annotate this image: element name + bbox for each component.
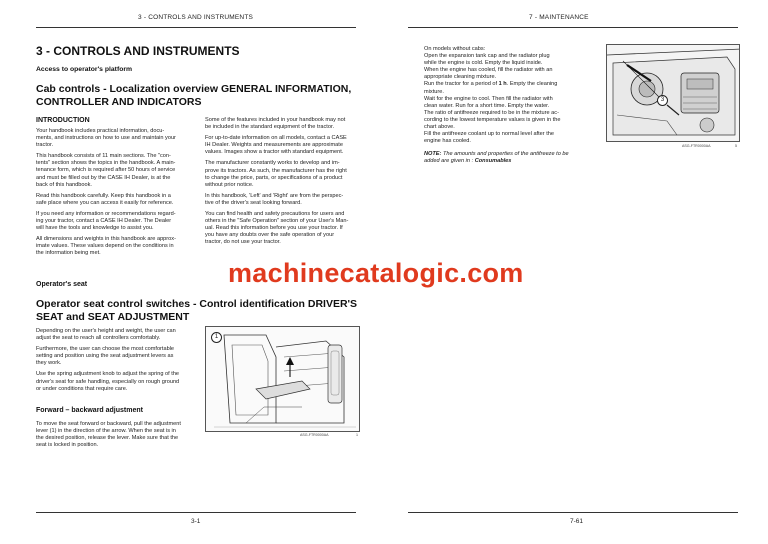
step-line: Open the expansion tank cap and the radiator plug bbox=[424, 53, 550, 60]
step-line: Run the tractor for a period of 1 h. Empty the cleaning bbox=[424, 81, 558, 88]
text-line: values. Images show a tractor with standard equipment. bbox=[205, 149, 344, 156]
text-line: Furthermore, the user can choose the most comfortable bbox=[36, 346, 175, 353]
text-line: To move the seat forward or backward, pull the adjustment bbox=[36, 421, 181, 427]
step-line: chart above. bbox=[424, 124, 455, 131]
left-page-number: 3-1 bbox=[191, 518, 201, 525]
forward-backward-heading: Forward – backward adjustment bbox=[36, 407, 143, 414]
text-line: You can find health and safety precautions for users and bbox=[205, 211, 345, 218]
operator-seat-heading: Operator's seat bbox=[36, 281, 88, 288]
text-line: ments, and instructions on how to use and maintain your bbox=[36, 135, 176, 142]
text-line: lever (1) in the direction of the arrow. When the seat is in bbox=[36, 428, 176, 435]
consumables-link[interactable]: Consumables bbox=[474, 158, 512, 165]
step-line: The ratio of antifreeze required to be in the mixture ac- bbox=[424, 109, 559, 116]
text-line: tenance form, which is required after 50 hours of service bbox=[36, 167, 176, 174]
text-line: ing your tractor, contact a CASE IH Dealer. The Dealer bbox=[36, 218, 172, 225]
step-line: mixture. bbox=[424, 88, 444, 95]
note-text: The amounts and properties of the antifreeze to be bbox=[441, 151, 569, 157]
chapter-title: 3 - CONTROLS AND INSTRUMENTS bbox=[36, 44, 240, 58]
right-footer-rule bbox=[408, 512, 738, 513]
text-line: Depending on the user's height and weight, the user can bbox=[36, 328, 176, 334]
note-label: NOTE: bbox=[424, 151, 442, 157]
text-line: Your handbook includes practical information, docu- bbox=[36, 128, 165, 134]
text-line: setting and position using the seat adjustment levers as bbox=[36, 353, 174, 360]
intro-column-2 bbox=[205, 117, 365, 247]
text-line: ual. Read this information before you use your tractor. If bbox=[205, 225, 343, 232]
text-line: In this handbook, 'Left' and 'Right' are from the perspec- bbox=[205, 192, 344, 199]
step-line: appropriate cleaning mixture. bbox=[424, 74, 497, 81]
text-line: Read this handbook carefully. Keep this handbook in a bbox=[36, 192, 171, 199]
seat-text bbox=[36, 328, 196, 393]
text-line: will have the tools and knowledge to assist you. bbox=[36, 225, 154, 232]
text-line: the information being met. bbox=[36, 250, 101, 257]
step-line: engine has cooled. bbox=[424, 138, 471, 145]
figure-callout: 3 bbox=[657, 95, 668, 106]
intro-heading: INTRODUCTION bbox=[36, 117, 90, 124]
seat-figure-code: ASG-FTR0000AA bbox=[300, 433, 329, 437]
text-line: others in the "Safe Operation" section of your User's Man- bbox=[205, 218, 349, 225]
text-line: and must be filled out by the CASE IH Dealer, is at the bbox=[36, 174, 171, 181]
text-line: or under conditions that require care. bbox=[36, 385, 128, 392]
text-line: tive of the driver's seat looking forward. bbox=[205, 199, 302, 206]
run-tail: . Empty the cleaning bbox=[506, 81, 558, 88]
text-line: be included in the standard equipment of the tractor. bbox=[205, 124, 335, 131]
seat-figure bbox=[205, 326, 360, 432]
text-line: If you need any information or recommendations regard- bbox=[36, 210, 176, 217]
text-line: imate values. These values depend on the conditions in bbox=[36, 243, 174, 250]
text-line: IH Dealer. Weights and measurements are approximate bbox=[205, 142, 343, 149]
engine-illustration bbox=[607, 45, 740, 142]
run-duration: 1 h bbox=[498, 81, 507, 88]
step-line: clean water. Run for a short time. Empty the water. bbox=[424, 102, 550, 109]
text-line: to change the price, parts, or specifications of a product bbox=[205, 174, 343, 181]
step-line: On models without cabs: bbox=[424, 46, 486, 52]
text-line: you have any doubts over the safe operation of your bbox=[205, 232, 335, 239]
step-line: Wait for the engine to cool. Then fill the radiator with bbox=[424, 95, 553, 102]
text-line: safe place where you can access it easily for reference. bbox=[36, 199, 174, 206]
text-line: Use the spring adjustment knob to adjust the spring of the bbox=[36, 371, 180, 378]
forward-backward-text bbox=[36, 421, 196, 449]
text-line: For up-to-date information on all models, contact a CASE bbox=[205, 135, 347, 142]
seat-heading-line1: Operator seat control switches - Control identification DRIVER'S bbox=[36, 298, 358, 310]
text-line: The manufacturer constantly works to develop and im- bbox=[205, 160, 340, 167]
engine-figure-number: 5 bbox=[735, 144, 737, 148]
text-line: back of this handbook. bbox=[36, 181, 92, 188]
seat-heading-line2: SEAT and SEAT ADJUSTMENT bbox=[36, 311, 190, 323]
step-line: cording to the lowest temperature values is given in the bbox=[424, 116, 561, 123]
note-text-2: added are given in : bbox=[424, 158, 475, 165]
text-line: tractor, do not use your tractor. bbox=[205, 239, 281, 246]
text-line: Some of the features included in your handbook may not bbox=[205, 117, 346, 123]
right-page-header: 7 - MAINTENANCE bbox=[529, 14, 589, 21]
cab-heading-line2: CONTROLLER AND INDICATORS bbox=[36, 96, 202, 108]
text-line: driver's seat for safe handling, especially on rough ground bbox=[36, 378, 180, 385]
seat-illustration bbox=[206, 327, 360, 432]
text-line: tents" section shows the topics in the handbook. A main- bbox=[36, 160, 176, 167]
access-heading: Access to operator's platform bbox=[36, 66, 133, 73]
text-line: adjust the seat to reach all controllers comfortably. bbox=[36, 335, 161, 342]
right-page-number: 7-61 bbox=[570, 518, 584, 525]
step-line: while the engine is cold. Empty the liquid inside. bbox=[424, 60, 543, 67]
left-header-rule bbox=[36, 27, 356, 28]
figure-callout: 1 bbox=[211, 332, 222, 343]
text-line: This handbook consists of 11 main sections. The "con- bbox=[36, 153, 171, 160]
text-line: the desired position, release the lever. Make sure that the bbox=[36, 435, 179, 442]
text-line: All dimensions and weights in this handbook are approx- bbox=[36, 236, 176, 243]
text-line: they work. bbox=[36, 360, 62, 367]
step-line: Fill the antifreeze coolant up to normal level after the bbox=[424, 131, 554, 138]
watermark: machinecatalogic.com bbox=[228, 258, 524, 288]
text-line: seat is locked in position. bbox=[36, 442, 99, 449]
intro-column-1 bbox=[36, 128, 196, 258]
engine-figure-code: ASG-FTR0000AA bbox=[682, 144, 711, 148]
left-footer-rule bbox=[36, 512, 356, 513]
cab-heading-line1: Cab controls - Localization overview GENERAL INFORMATION, bbox=[36, 83, 352, 95]
text-line: without prior notice. bbox=[205, 181, 254, 188]
step-line: When the engine has cooled, fill the radiator with an bbox=[424, 67, 553, 74]
maintenance-steps bbox=[424, 46, 594, 145]
engine-figure bbox=[606, 44, 740, 142]
left-page-header: 3 - CONTROLS AND INSTRUMENTS bbox=[138, 14, 254, 21]
seat-figure-number: 1 bbox=[356, 433, 358, 437]
text-line: tractor. bbox=[36, 142, 54, 149]
antifreeze-note bbox=[424, 151, 604, 165]
text-line: prove its tractors. As such, the manufacturer has the right bbox=[205, 167, 347, 174]
right-header-rule bbox=[408, 27, 738, 28]
